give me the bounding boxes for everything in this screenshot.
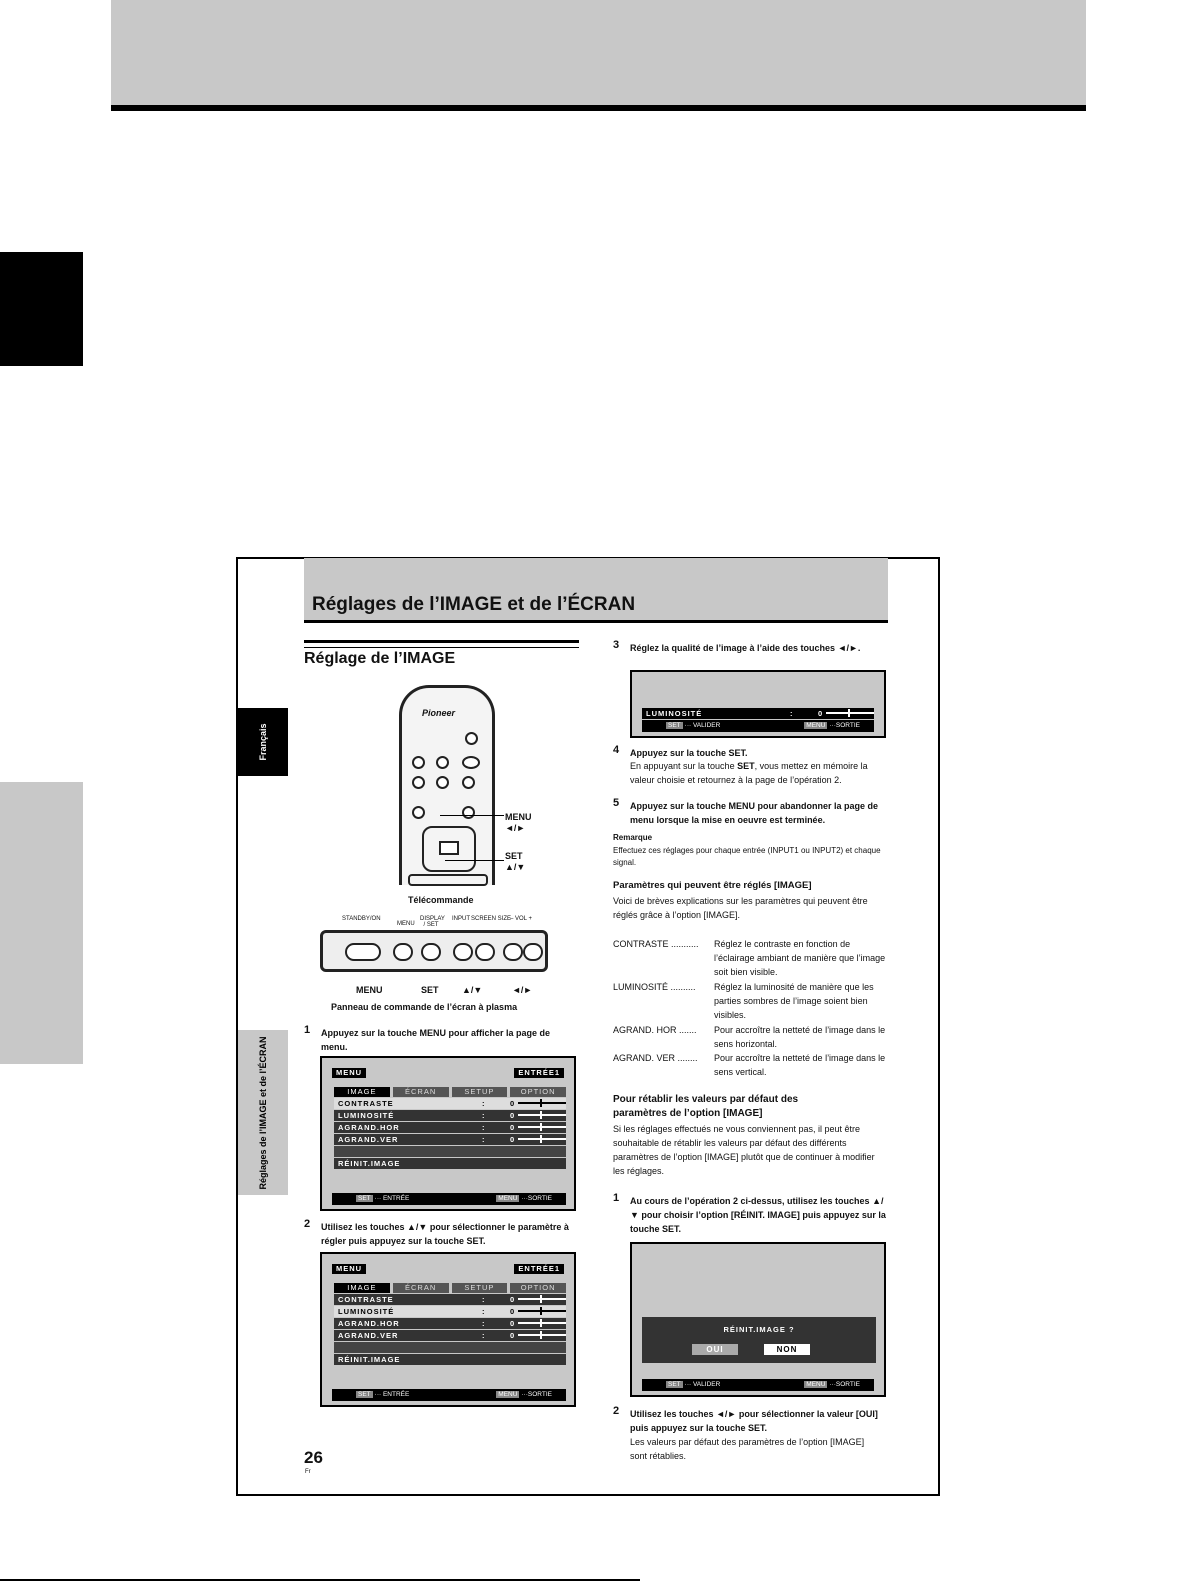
panel-callout-updown: ▲/▼ — [462, 985, 483, 995]
section-tab-outer — [0, 782, 83, 1064]
panel-callout-set: SET — [421, 985, 439, 995]
section-rule — [304, 640, 579, 648]
osd-tab-setup: SETUP — [452, 1283, 508, 1293]
osd-footer: SET ··· ENTRÉE MENU ···SORTIE — [332, 1389, 566, 1401]
osd-row-contraste: CONTRASTE : 0 — [334, 1098, 566, 1109]
display-button-icon — [462, 756, 480, 769]
reset-step2-text: Utilisez les touches ◄/► pour sélectionner la valeur [OUI] puis appuyez sur la touche SET. — [630, 1409, 878, 1433]
panel-menu-button-icon — [393, 943, 413, 961]
osd-luminosite-footer: SET ··· VALIDER MENU ···SORTIE — [642, 720, 874, 732]
panel-label-standby: STANDBY/ON — [342, 916, 381, 922]
section-tab-label: Réglages de l’IMAGE et de l’ÉCRAN — [258, 1035, 268, 1190]
osd-row-reset: RÉINIT.IMAGE — [334, 1354, 566, 1365]
section-title: Réglage de l’IMAGE — [304, 650, 456, 667]
language-tab — [238, 708, 288, 776]
step3-number: 3 — [613, 639, 620, 651]
language-tab-outer — [0, 252, 83, 366]
panel-label-menu: MENU — [397, 921, 415, 927]
reset-intro: Si les réglages effectués ne vous conviennent pas, il peut être souhaitable de rétablir les valeurs par défaut des différents paramètres de l’option [IMAGE] plutôt que de continuer à modifier les réglages. — [613, 1124, 875, 1176]
panel-vol-down-button-icon — [503, 943, 523, 961]
osd-tab-option: OPTION — [510, 1087, 566, 1097]
page-number: 26 — [304, 1448, 323, 1467]
input2-button-icon — [436, 756, 449, 769]
param-desc-luminosite: Réglez la luminosité de manière que les parties sombres de l’image soient bien visibles. — [714, 982, 874, 1020]
step3-text: Réglez la qualité de l’image à l’aide des touches ◄/►. — [630, 643, 861, 653]
step5-text: Appuyez sur la touche MENU pour abandonner la page de menu lorsque la mise en oeuvre est terminée. — [630, 801, 879, 825]
osd-row-luminosite: LUMINOSITÉ : 0 — [334, 1110, 566, 1121]
remarque-title: Remarque — [613, 833, 653, 842]
panel-label-display-set: DISPLAY / SET — [420, 916, 445, 928]
osd-row-reset: RÉINIT.IMAGE — [334, 1158, 566, 1169]
callout-set-arrows: ▲/▼ — [505, 862, 526, 872]
reset-step2-body: Les valeurs par défaut des paramètres de l’option [IMAGE] sont rétablies. — [630, 1437, 865, 1461]
panel-vol-up-button-icon — [523, 943, 543, 961]
panel-callout-menu: MENU — [356, 985, 383, 995]
osd-input-label: ENTRÉE1 — [514, 1068, 564, 1078]
input3-button-icon — [412, 776, 425, 789]
step2-number: 2 — [304, 1218, 311, 1230]
page-title: Réglages de l’IMAGE et de l’ÉCRAN — [312, 594, 636, 615]
menu-button-icon — [412, 806, 425, 819]
osd-reset-footer: SET ··· VALIDER MENU ···SORTIE — [642, 1379, 874, 1391]
param-name-agrand-ver: AGRAND. VER ........ — [613, 1053, 698, 1063]
osd-no-button: NON — [764, 1344, 810, 1355]
params-title: Paramètres qui peuvent être réglés [IMAGE] — [613, 880, 812, 891]
param-desc-agrand-hor: Pour accroître la netteté de l’image dans le sens horizontal. — [714, 1025, 886, 1049]
callout-menu-arrows: ◄/► — [505, 823, 526, 833]
input5-button-icon — [462, 776, 475, 789]
osd-input-label: ENTRÉE1 — [514, 1264, 564, 1274]
input4-button-icon — [436, 776, 449, 789]
osd-row-agrand-hor: AGRAND.HOR : 0 — [334, 1122, 566, 1133]
osd-luminosite-screen — [630, 670, 886, 738]
osd-luminosite-row: LUMINOSITÉ : 0 — [642, 708, 874, 719]
reset-title: Pour rétablir les valeurs par défaut des paramètres de l’option [IMAGE] — [613, 1094, 799, 1119]
standby-button-icon — [465, 732, 478, 745]
point-zoom-button-icon — [462, 806, 475, 819]
osd-tab-image: IMAGE — [334, 1087, 390, 1097]
panel-label-vol: – VOL + — [510, 916, 532, 922]
panel-label-screen-size: SCREEN SIZE — [471, 916, 512, 922]
osd-yes-button: OUI — [692, 1344, 738, 1355]
osd-menu-screen-1 — [320, 1056, 576, 1211]
osd-reset-screen — [630, 1242, 886, 1397]
osd-menu-label: MENU — [332, 1264, 366, 1274]
reset-step1-text: Au cours de l’opération 2 ci-dessus, utilisez les touches ▲/▼ pour choisir l’option [RÉINIT. IMAGE] puis appuyez sur la touche SET. — [630, 1196, 886, 1234]
step1-text: Appuyez sur la touche MENU pour afficher la page de menu. — [321, 1028, 551, 1052]
step5-number: 5 — [613, 797, 620, 809]
input1-button-icon — [412, 756, 425, 769]
osd-footer: SET ··· ENTRÉE MENU ···SORTIE — [332, 1193, 566, 1205]
param-name-contraste: CONTRASTE ........... — [613, 939, 699, 949]
osd-row-agrand-ver: AGRAND.VER : 0 — [334, 1134, 566, 1145]
param-desc-agrand-ver: Pour accroître la netteté de l’image dans le sens vertical. — [714, 1053, 886, 1077]
section-tab — [238, 1030, 288, 1195]
page-language-code: Fr — [305, 1469, 311, 1475]
callout-line-set — [445, 860, 504, 861]
remote-control — [399, 685, 495, 885]
osd-tab-ecran: ÉCRAN — [393, 1087, 449, 1097]
osd-row-agrand-ver: AGRAND.VER : 0 — [334, 1330, 566, 1341]
callout-menu: MENU — [505, 812, 532, 822]
step4-number: 4 — [613, 744, 620, 756]
control-panel — [320, 930, 548, 972]
osd-tab-image: IMAGE — [334, 1283, 390, 1293]
page-title-band — [304, 558, 888, 623]
remote-caption: Télécommande — [408, 895, 474, 905]
footer-rule — [0, 1579, 640, 1581]
osd-menu-label: MENU — [332, 1068, 366, 1078]
reset-step1-number: 1 — [613, 1192, 620, 1204]
step2-text: Utilisez les touches ▲/▼ pour sélectionner le paramètre à régler puis appuyez sur la touche SET. — [321, 1222, 569, 1246]
step4-text: Appuyez sur la touche SET. — [630, 748, 748, 758]
panel-set-button-icon — [421, 943, 441, 961]
osd-tab-setup: SETUP — [452, 1087, 508, 1097]
panel-callout-leftright: ◄/► — [512, 985, 533, 995]
panel-label-input: INPUT — [452, 916, 470, 922]
split-buttons-icon — [408, 874, 488, 886]
reset-step2-number: 2 — [613, 1405, 620, 1417]
osd-tab-option: OPTION — [510, 1283, 566, 1293]
params-intro: Voici de brèves explications sur les paramètres qui peuvent être réglés grâce à l’option [IMAGE]. — [613, 896, 868, 920]
osd-menu-screen-2 — [320, 1252, 576, 1407]
param-name-agrand-hor: AGRAND. HOR ....... — [613, 1025, 697, 1035]
param-name-luminosite: LUMINOSITÉ .......... — [613, 982, 696, 992]
osd-row-blank — [334, 1146, 566, 1157]
remarque-text: Effectuez ces réglages pour chaque entrée (INPUT1 ou INPUT2) et chaque signal. — [613, 846, 881, 867]
osd-tab-ecran: ÉCRAN — [393, 1283, 449, 1293]
osd-row-contraste: CONTRASTE : 0 — [334, 1294, 566, 1305]
language-tab-label: Français — [258, 723, 268, 761]
osd-row-agrand-hor: AGRAND.HOR : 0 — [334, 1318, 566, 1329]
panel-caption: Panneau de commande de l’écran à plasma — [331, 1002, 518, 1012]
osd-reset-question: RÉINIT.IMAGE ? — [723, 1325, 795, 1334]
panel-standby-button-icon — [345, 943, 381, 961]
callout-line-menu — [440, 815, 504, 816]
header-band — [111, 0, 1086, 111]
step4-body: En appuyant sur la touche SET, vous mettez en mémoire la valeur choisie et retournez à la page de l’opération 2. — [630, 761, 868, 785]
panel-input-button-icon — [453, 943, 473, 961]
osd-reset-dialog — [642, 1317, 876, 1363]
remote-brand: Pioneer — [422, 708, 456, 718]
step1-number: 1 — [304, 1024, 311, 1036]
osd-row-blank — [334, 1342, 566, 1353]
panel-screen-size-button-icon — [475, 943, 495, 961]
osd-row-luminosite: LUMINOSITÉ : 0 — [334, 1306, 566, 1317]
param-desc-contraste: Réglez le contraste en fonction de l’éclairage ambiant de manière que l’image soit bien visible. — [714, 939, 886, 977]
set-button-icon — [439, 841, 459, 855]
callout-set: SET — [505, 851, 523, 861]
